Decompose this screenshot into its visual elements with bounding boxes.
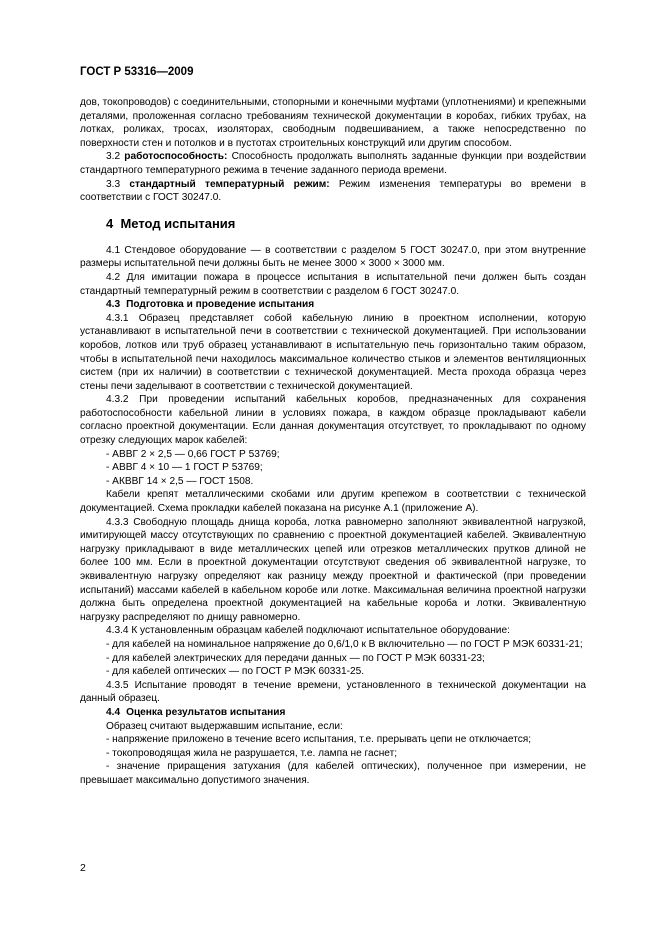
continued-paragraph: дов, токопроводов) с соединительными, стопорными и конечными муфтами (уплотнениями) и крепежными деталями, проложенная согласно требованиям технической документации в коробах, гибких трубах, на лотках, роликах, тросах, изоляторах, свободным подвешиванием, а также непосредственно по поверхности стен и потолков и в пустотах строительных конструкций или другим способом. (80, 97, 586, 149)
subsection-number: 4.4 (106, 706, 121, 718)
paragraph-4-3-1: 4.3.1 Образец представляет собой кабельную линию в проектном исполнении, которую устанавливают в испытательной печи в соответствии с технической документацией. При использовании коробов, лотков или труб образец устанавливают в испытательную печь горизонтально таким образом, чтобы в испытательной печи находилось максимальное количество стыков и элементов вентиляционных систем (при их наличии) в соответствии с технической документацией. Места прохода образца через стены печи заделывают в соответствии с технической документацией. (80, 312, 586, 392)
definition-term: работоспособность: (124, 151, 228, 163)
page-number: 2 (80, 862, 86, 874)
list-item: - значение приращения затухания (для кабелей оптических), полученное при измерении, не превышает максимально допустимого значения. (80, 761, 586, 786)
list-item: - для кабелей электрических для передачи данных — по ГОСТ Р МЭК 60331-23; (106, 652, 485, 664)
paragraph-4-3-3: 4.3.3 Свободную площадь днища короба, лотка равномерно заполняют эквивалентной нагрузкой, имитирующей массу отсутствующих по сравнению с проектной документацией кабелей. Эквивалентную нагрузку прикладывают в виде металлических цепей или отрезков металлических прутков длиной не более 100 мм. Если в проектной документации отсутствуют сведения об эквивалентной нагрузке, то эквивалентную нагрузку определяют как разницу между проектной и фактической (при проведении испытаний) массами кабелей в кабельном коробе или лотке. Максимальная величина проектной нагрузки должна быть определена проектной документацией на кабельные короба и лотки. Эквивалентную нагрузку распределяют по днищу равномерно. (80, 516, 586, 623)
paragraph-cable-fixing: Кабели крепят металлическими скобами или другим крепежом в соответствии с технической документацией. Схема прокладки кабелей показана на рисунке А.1 (приложение А). (80, 489, 586, 515)
section-title: Метод испытания (120, 215, 236, 231)
definition-3-2 (80, 150, 586, 177)
list-item: - для кабелей на номинальное напряжение до 0,6/1,0 к В включительно — по ГОСТ Р МЭК 60331-21; (106, 638, 583, 650)
paragraph-4-3-5: 4.3.5 Испытание проводят в течение времени, установленного в технической документации на данный образец. (80, 679, 586, 705)
paragraph-4-1: 4.1 Стендовое оборудование — в соответствии с разделом 5 ГОСТ 30247.0, при этом внутренние размеры испытательной печи должны быть не менее 3000 × 3000 × 3000 мм. (80, 244, 586, 270)
definition-text: Режим изменения температуры во времени в соответствии с ГОСТ 30247.0. (80, 178, 586, 204)
paragraph-4-3-2: 4.3.2 При проведении испытаний кабельных коробов, предназначенных для сохранения работоспособности кабельной линии в условиях пожара, в каждом образце прокладывают кабели согласно проектной документации. Если данная документация отсутствует, то прокладывают по одному отрезку следующих марок кабелей: (80, 394, 586, 447)
document-body (80, 96, 586, 788)
list-item: - для кабелей оптических — по ГОСТ Р МЭК 60331-25. (106, 666, 365, 678)
list-item: - АВВГ 2 × 2,5 — 0,66 ГОСТ Р 53769; (106, 448, 280, 460)
subsection-number: 4.3 (106, 299, 121, 311)
paragraph-4-4-intro: Образец считают выдержавшим испытание, если: (106, 720, 343, 732)
definition-term: стандартный температурный режим: (129, 178, 330, 190)
list-item: - АВВГ 4 × 10 — 1 ГОСТ Р 53769; (106, 462, 263, 474)
paragraph-4-2: 4.2 Для имитации пожара в процессе испытания в испытательной печи должен быть создан стандартный температурный режим в соответствии с разделом 6 ГОСТ 30247.0. (80, 271, 586, 297)
list-item: - напряжение приложено в течение всего испытания, т.е. прерывать цепи не отключается; (106, 734, 532, 746)
subsection-heading-4-4 (106, 706, 586, 720)
list-item: - АКВВГ 14 × 2,5 — ГОСТ 1508. (106, 475, 254, 487)
subsection-title: Оценка результатов испытания (126, 706, 286, 718)
subsection-heading-4-3 (106, 298, 586, 312)
paragraph-4-3-4: 4.3.4 К установленным образцам кабелей подключают испытательное оборудование: (106, 625, 510, 637)
definition-number: 3.2 (106, 151, 121, 163)
list-item: - токопроводящая жила не разрушается, т.е. лампа не гаснет; (106, 747, 398, 759)
definition-number: 3.3 (106, 178, 121, 190)
document-code: ГОСТ Р 53316—2009 (80, 66, 194, 78)
section-number: 4 (106, 215, 114, 231)
subsection-title: Подготовка и проведение испытания (126, 299, 315, 311)
section-heading-4 (106, 216, 586, 232)
definition-3-3 (80, 178, 586, 205)
definition-text: Способность продолжать выполнять заданные функции при воздействии стандартного температурного режима в течение заданного периода времени. (80, 151, 586, 176)
